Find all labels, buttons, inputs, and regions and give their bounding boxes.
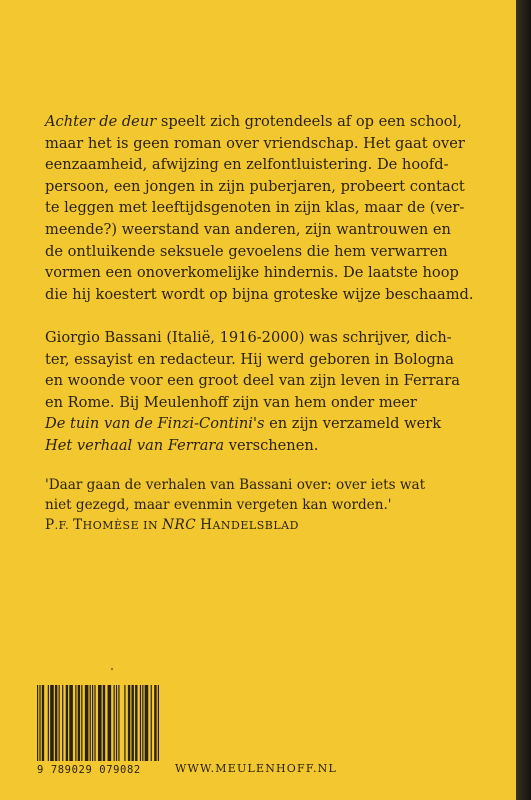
blurb-line: eenzaamheid, afwijzing en zelfontluistering. De hoofd- xyxy=(45,156,449,174)
quote-line: niet gezegd, maar evenmin vergeten kan worden.' xyxy=(45,496,392,513)
book-spine xyxy=(516,0,531,800)
isbn-digits: 9 789029 079082 xyxy=(37,764,141,776)
blurb-line: maar het is geen roman over vriendschap. Het gaat over xyxy=(45,134,465,152)
barcode-bar xyxy=(37,685,38,761)
blurb-line: de ontluikende seksuele gevoelens die hem verwarren xyxy=(45,242,448,260)
blurb-line: vormen een onoverkomelijke hindernis. De laatste hoop xyxy=(45,264,459,282)
book-title: De tuin van de Finzi-Contini's xyxy=(45,415,265,433)
barcode-bar xyxy=(145,685,149,761)
blurb-line: meende?) weerstand van anderen, zijn wantrouwen en xyxy=(45,220,451,238)
barcode-bar xyxy=(78,685,80,761)
barcode-bar xyxy=(62,685,63,761)
barcode-bars xyxy=(37,685,159,761)
isbn-barcode xyxy=(37,685,159,761)
barcode-bar xyxy=(75,685,76,761)
bio-line: en woonde voor een groot deel van zijn leven in Ferrara xyxy=(45,372,460,390)
barcode-bar xyxy=(98,685,102,761)
bio-line: ter, essayist en redacteur. Hij werd geboren in Bologna xyxy=(45,350,454,368)
barcode-bar xyxy=(116,685,117,761)
barcode-bar xyxy=(103,685,105,761)
barcode-bar xyxy=(140,685,141,761)
barcode-bar xyxy=(108,685,112,761)
barcode-bar xyxy=(48,685,49,761)
bio-line-books: De tuin van de Finzi-Contini's en zijn verzameld werk xyxy=(45,415,442,433)
bio-line-books: Het verhaal van Ferrara verschenen. xyxy=(45,436,319,454)
barcode-bar xyxy=(81,685,82,761)
barcode-bar xyxy=(92,685,93,761)
publisher-url: WWW.MEULENHOFF.NL xyxy=(175,762,338,775)
barcode-bar xyxy=(50,685,54,761)
paragraph-gap xyxy=(45,305,505,327)
barcode-bar xyxy=(124,685,125,761)
back-cover-text xyxy=(45,111,505,536)
barcode-bar xyxy=(158,685,159,761)
barcode-bar xyxy=(114,685,115,761)
barcode-bar xyxy=(118,685,119,761)
barcode-bar xyxy=(85,685,89,761)
paragraph-gap xyxy=(45,457,505,475)
bio-line: Giorgio Bassani (Italië, 1916-2000) was schrijver, dich- xyxy=(45,328,452,346)
blurb-line: persoon, een jongen in zijn puberjaren, probeert contact xyxy=(45,177,465,195)
barcode-bar xyxy=(128,685,130,761)
bio-line: en Rome. Bij Meulenhoff zijn van hem onder meer xyxy=(45,393,417,411)
book-title: Het verhaal van Ferrara xyxy=(45,436,225,454)
quote-line: 'Daar gaan de verhalen van Bassani over: over iets wat xyxy=(45,476,426,493)
barcode-bar xyxy=(66,685,68,761)
barcode-bar xyxy=(55,685,57,761)
barcode-bar xyxy=(59,685,60,761)
barcode-bar xyxy=(154,685,156,761)
barcode-bar xyxy=(39,685,40,761)
barcode-bar xyxy=(69,685,73,761)
print-dot xyxy=(111,668,113,670)
barcode-bar xyxy=(42,685,44,761)
barcode-bar xyxy=(151,685,152,761)
barcode-bar xyxy=(131,685,133,761)
barcode-bar xyxy=(94,685,95,761)
barcode-bar xyxy=(135,685,137,761)
blurb-line-1: Achter de deur speelt zich grotendeels af op een school, xyxy=(45,113,462,130)
blurb-line: die hij koestert wordt op bijna groteske wijze beschaamd. xyxy=(45,285,474,303)
barcode-bar xyxy=(142,685,143,761)
quote-attribution: P.F. THOMÈSE IN NRC HANDELSBLAD xyxy=(45,516,299,533)
blurb-line: te leggen met leeftijdsgenoten in zijn klas, maar de (ver- xyxy=(45,199,465,217)
blurb-title: Achter de deur xyxy=(45,113,157,130)
barcode-bar xyxy=(90,685,91,761)
